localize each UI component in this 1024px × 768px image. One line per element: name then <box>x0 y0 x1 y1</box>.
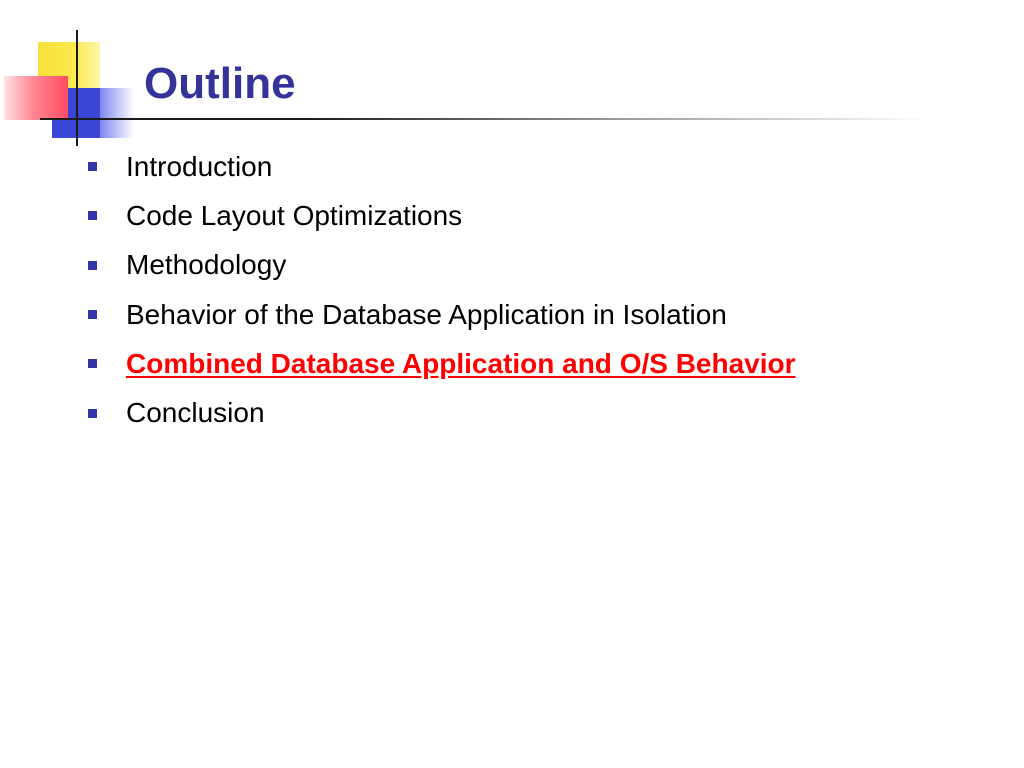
vertical-rule <box>76 30 78 146</box>
square-bullet-icon <box>88 310 97 319</box>
outline-list <box>88 142 796 438</box>
square-bullet-icon <box>88 162 97 171</box>
bullet-text: Conclusion <box>126 397 265 429</box>
list-item <box>88 290 796 339</box>
corner-decoration <box>0 0 140 150</box>
blue-fade-decoration <box>100 88 134 138</box>
red-bar-decoration <box>4 76 68 120</box>
square-bullet-icon <box>88 359 97 368</box>
square-bullet-icon <box>88 211 97 220</box>
bullet-text: Code Layout Optimizations <box>126 199 463 231</box>
square-bullet-icon <box>88 409 97 418</box>
list-item <box>88 142 796 191</box>
list-item-current <box>88 339 796 388</box>
bullet-text-highlighted: Combined Database Application and O/S Behavior <box>126 347 796 379</box>
square-bullet-icon <box>88 261 97 270</box>
list-item <box>88 191 796 240</box>
slide-title: Outline <box>144 59 296 108</box>
bullet-text: Behavior of the Database Application in Isolation <box>126 298 727 330</box>
title-underline-rule <box>40 118 930 120</box>
bullet-text: Introduction <box>126 150 273 182</box>
list-item <box>88 388 796 437</box>
bullet-text: Methodology <box>126 249 287 281</box>
list-item <box>88 241 796 290</box>
